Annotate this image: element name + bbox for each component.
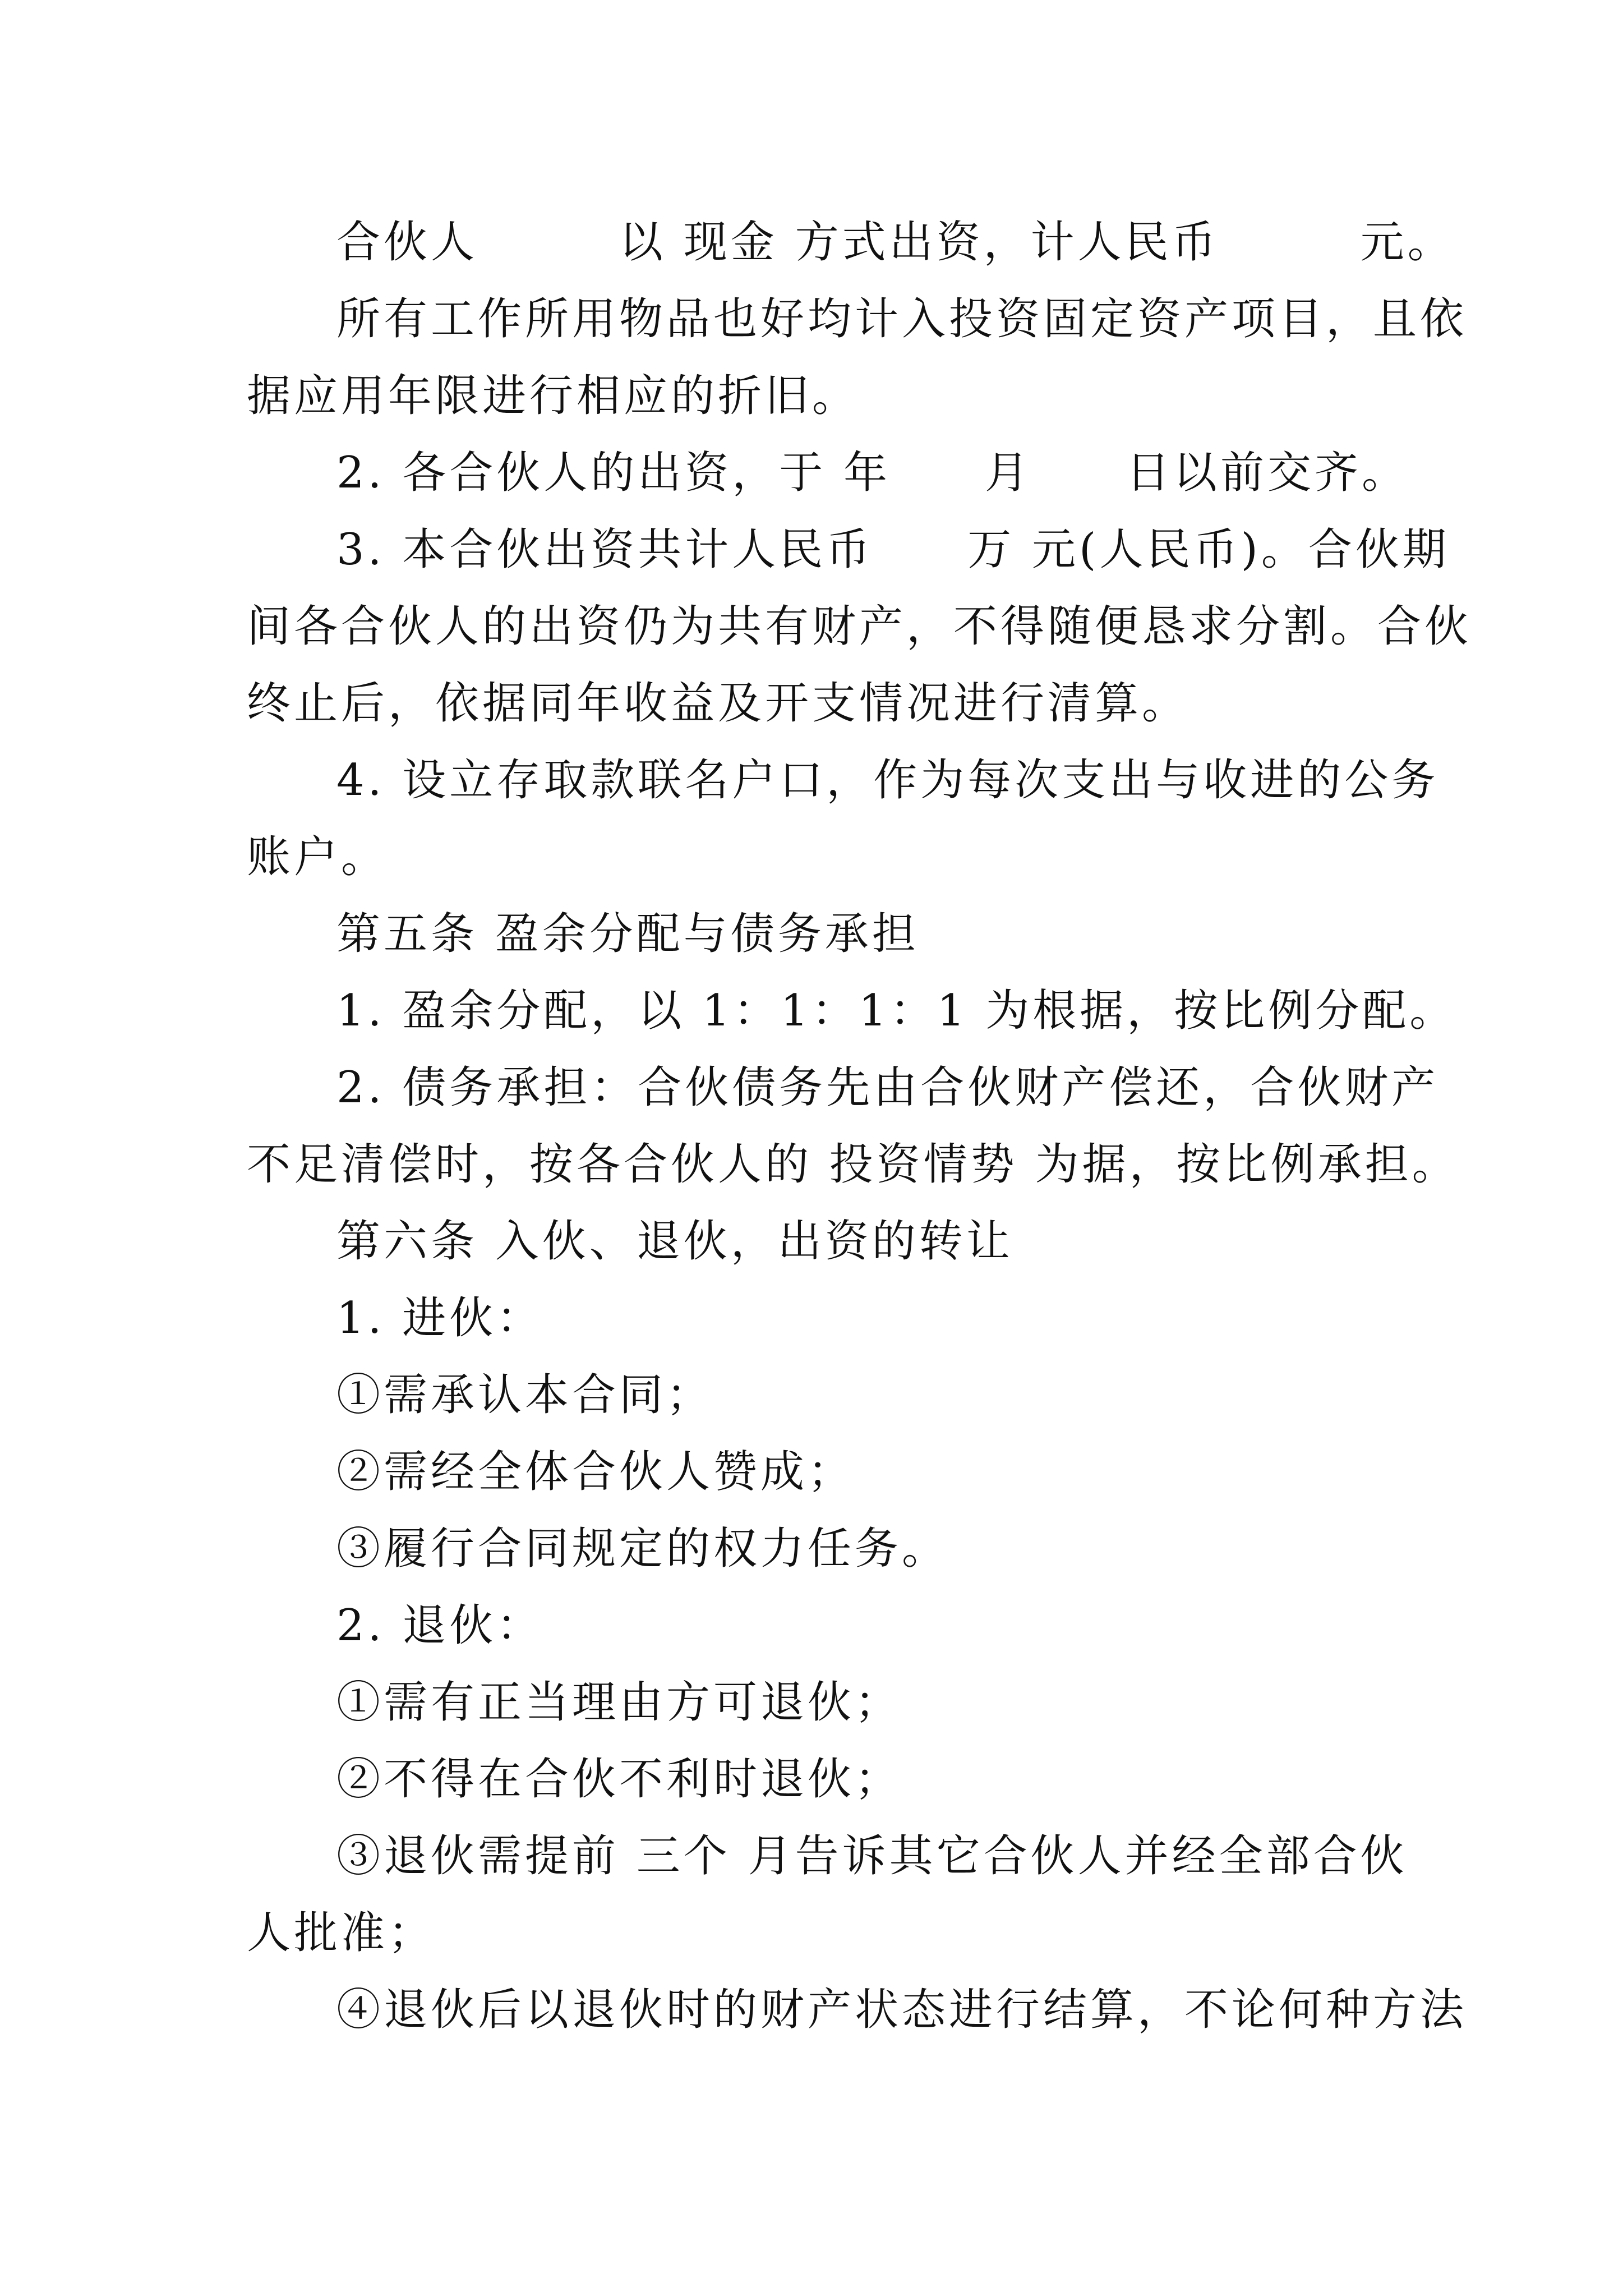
text-line: 1. 进伙：: [336, 1293, 544, 1343]
text-line: ①需承认本合同；: [336, 1370, 714, 1420]
text-line: ①需有正当理由方可退伙；: [336, 1677, 902, 1728]
text-line: 账户。: [247, 832, 389, 882]
text-line: 不足清偿时，按各合伙人的 投资情势 为据，按比例承担。: [247, 1139, 1459, 1190]
text-line: 人批准；: [247, 1908, 436, 1958]
section-heading: 第六条 入伙、退伙，出资的转让: [336, 1216, 1013, 1267]
text-line: ③履行合同规定的权力任务。: [336, 1524, 949, 1574]
text-line: ②不得在合伙不利时退伙；: [336, 1754, 902, 1805]
section-heading: 第五条 盈余分配与债务承担: [336, 909, 919, 959]
text-line: ④退伙后以退伙时的财产状态进行结算，不论何种方法: [336, 1985, 1468, 2035]
text-line: 4. 设立存取款联名户口，作为每次支出与收进的公务: [336, 755, 1439, 806]
text-line: ②需经全体合伙人赞成；: [336, 1447, 855, 1497]
text-line: 2. 各合伙人的出资，于 年 月 日以前交齐。: [336, 448, 1409, 498]
text-line: 据应用年限进行相应的折旧。: [247, 371, 860, 421]
text-line: 2. 退伙：: [336, 1600, 544, 1651]
text-line: 合伙人 以 现金 方式出资，计人民币 元。: [336, 217, 1455, 268]
text-line: 间各合伙人的出资仍为共有财产，不得随便恳求分割。合伙: [247, 601, 1472, 652]
text-line: 1. 盈余分配，以 1：1：1：1 为根据，按比例分配。: [336, 986, 1457, 1036]
text-line: 所有工作所用物品也好均计入投资固定资产项目，且依: [336, 294, 1468, 344]
text-line: 终止后，依据同年收益及开支情况进行清算。: [247, 678, 1189, 729]
text-line: 3. 本合伙出资共计人民币 万 元(人民币)。合伙期: [336, 524, 1450, 575]
text-line: 2. 债务承担：合伙债务先由合伙财产偿还，合伙财产: [336, 1062, 1439, 1113]
text-line: ③退伙需提前 三个 月告诉其它合伙人并经全部合伙: [336, 1831, 1408, 1881]
